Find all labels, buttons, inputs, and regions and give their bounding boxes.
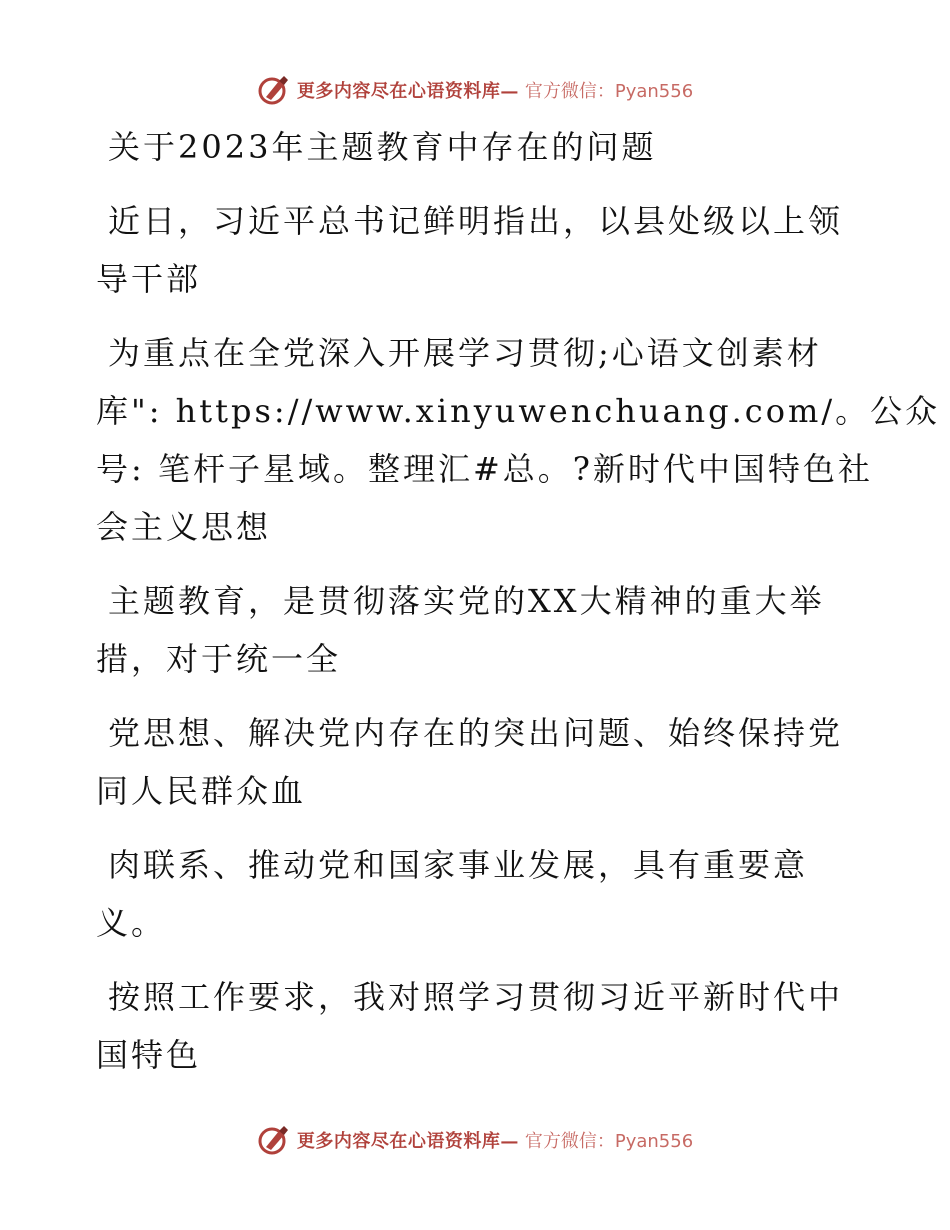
paragraph-line: 同人民群众血 (96, 772, 307, 810)
footer-banner (0, 1120, 950, 1160)
document-title (96, 118, 856, 176)
paragraph-6 (96, 968, 856, 1084)
paragraph-3 (96, 572, 856, 688)
pen-nib-circle-icon (257, 73, 291, 107)
paragraph-line: 措，对于统一全 (96, 640, 342, 678)
paragraph-line: 国特色 (96, 1036, 202, 1074)
paragraph-4 (96, 704, 856, 820)
paragraph-line: 库": https://www.xinyuwenchuang.com/。公众 (96, 392, 941, 430)
footer-site-text: 更多内容尽在心语资料库— (296, 1131, 519, 1152)
paragraph-line: 近日，习近平总书记鲜明指出，以县处级以上领 (108, 202, 844, 240)
header-wechat-text: 官方微信：Pyan556 (524, 81, 694, 102)
paragraph-line: 为重点在全党深入开展学习贯彻;心语文创素材 (108, 334, 822, 372)
header-site-text: 更多内容尽在心语资料库— (296, 81, 519, 102)
title-text: 关于2023年主题教育中存在的问题 (108, 128, 657, 166)
paragraph-line: 主题教育，是贯彻落实党的XX大精神的重大举 (108, 582, 825, 620)
paragraph-line: 号: 笔杆子星域。整理汇#总。?新时代中国特色社 (96, 450, 873, 488)
pen-nib-circle-icon (257, 1123, 291, 1157)
footer-wechat-text: 官方微信：Pyan556 (524, 1131, 694, 1152)
paragraph-line: 肉联系、推动党和国家事业发展，具有重要意 (108, 846, 809, 884)
paragraph-1 (96, 192, 856, 308)
paragraph-2 (96, 324, 941, 556)
paragraph-line: 义。 (96, 904, 167, 942)
paragraph-line: 按照工作要求，我对照学习贯彻习近平新时代中 (108, 978, 844, 1016)
header-banner (0, 70, 950, 110)
paragraph-line: 会主义思想 (96, 508, 272, 546)
paragraph-line: 党思想、解决党内存在的突出问题、始终保持党 (108, 714, 844, 752)
document-body (96, 118, 941, 1100)
paragraph-line: 导干部 (96, 260, 202, 298)
paragraph-5 (96, 836, 856, 952)
